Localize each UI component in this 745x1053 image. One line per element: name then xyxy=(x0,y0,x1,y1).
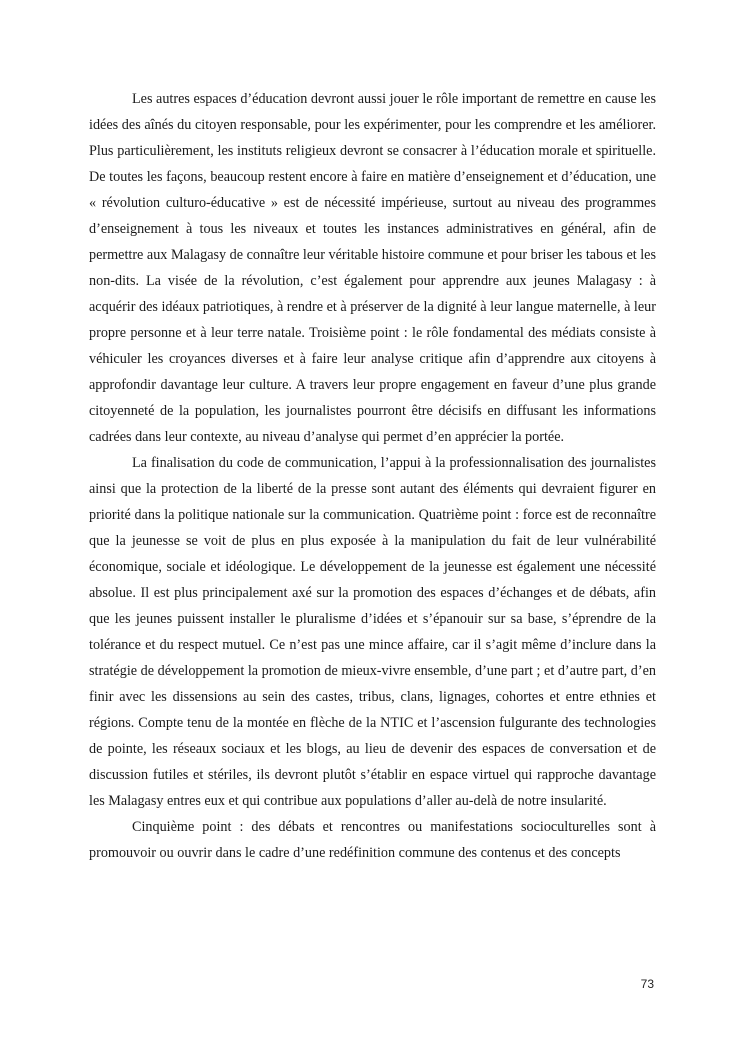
page-number: 73 xyxy=(640,977,654,991)
paragraph-communication: La finalisation du code de communication, l’appui à la professionnalisation des journalistes ainsi que la protection de la liberté de la presse sont autant des éléments qui devraient figurer en priorité dans la politique nationale sur la communication. Quatrième point : force est de reconnaître que la jeunesse se voit de plus en plus exposée à la manipulation du fait de leur vulnérabilité économique, sociale et idéologique. Le développement de la jeunesse est également une nécessité absolue. Il est plus principalement axé sur la promotion des espaces d’échanges et de débats, afin que les jeunes puissent installer le pluralisme d’idées et s’épanouir sur sa base, s’éprendre de la tolérance et du respect mutuel. Ce n’est pas une mince affaire, car il s’agit même d’inclure dans la stratégie de développement la promotion de mieux-vivre ensemble, d’une part ; et d’autre part, d’en finir avec les dissensions au sein des castes, tribus, clans, lignages, cohortes et entre ethnies et régions. Compte tenu de la montée en flèche de la NTIC et l’ascension fulgurante des technologies de pointe, les réseaux sociaux et les blogs, au lieu de devenir des espaces de conversation et de discussion futiles et stériles, ils devront plutôt s’établir en espace virtuel qui rapproche davantage les Malagasy entres eux et qui contribue aux populations d’aller au-delà de notre insularité. xyxy=(89,455,656,809)
paragraph-clip xyxy=(89,814,656,861)
body-text xyxy=(89,86,656,861)
paragraph-education: Les autres espaces d’éducation devront aussi jouer le rôle important de remettre en cause les idées des aînés du citoyen responsable, pour les expérimenter, pour les comprendre et les améliorer. Plus particulièrement, les instituts religieux devront se consacrer à l’éducation morale et spirituelle. De toutes les façons, beaucoup restent encore à faire en matière d’enseignement et d’éducation, une « révolution culturo-éducative » est de nécessité impérieuse, surtout au niveau des programmes d’enseignement à tous les niveaux et toutes les instances administratives en général, afin de permettre aux Malagasy de connaître leur véritable histoire commune et pour briser les tabous et les non-dits. La visée de la révolution, c’est également pour apprendre aux jeunes Malagasy : à acquérir des idéaux patriotiques, à rendre et à préserver de la dignité à leur langue maternelle, à leur propre personne et à leur terre natale. Troisième point : le rôle fondamental des médiats consiste à véhiculer les croyances diverses et à faire leur analyse critique afin d’apprendre aux citoyens à approfondir davantage leur culture. A travers leur propre engagement en faveur d’une plus grande citoyenneté de la population, les journalistes pourront être décisifs en diffusant les informations cadrées dans leur contexte, au niveau d’analyse qui permet d’en apprécier la portée. xyxy=(89,91,656,445)
paragraph-fifth-point: Cinquième point : des débats et rencontres ou manifestations socioculturelles sont à promouvoir ou ouvrir dans le cadre d’une redéfinition commune des contenus et des concepts xyxy=(89,819,656,861)
